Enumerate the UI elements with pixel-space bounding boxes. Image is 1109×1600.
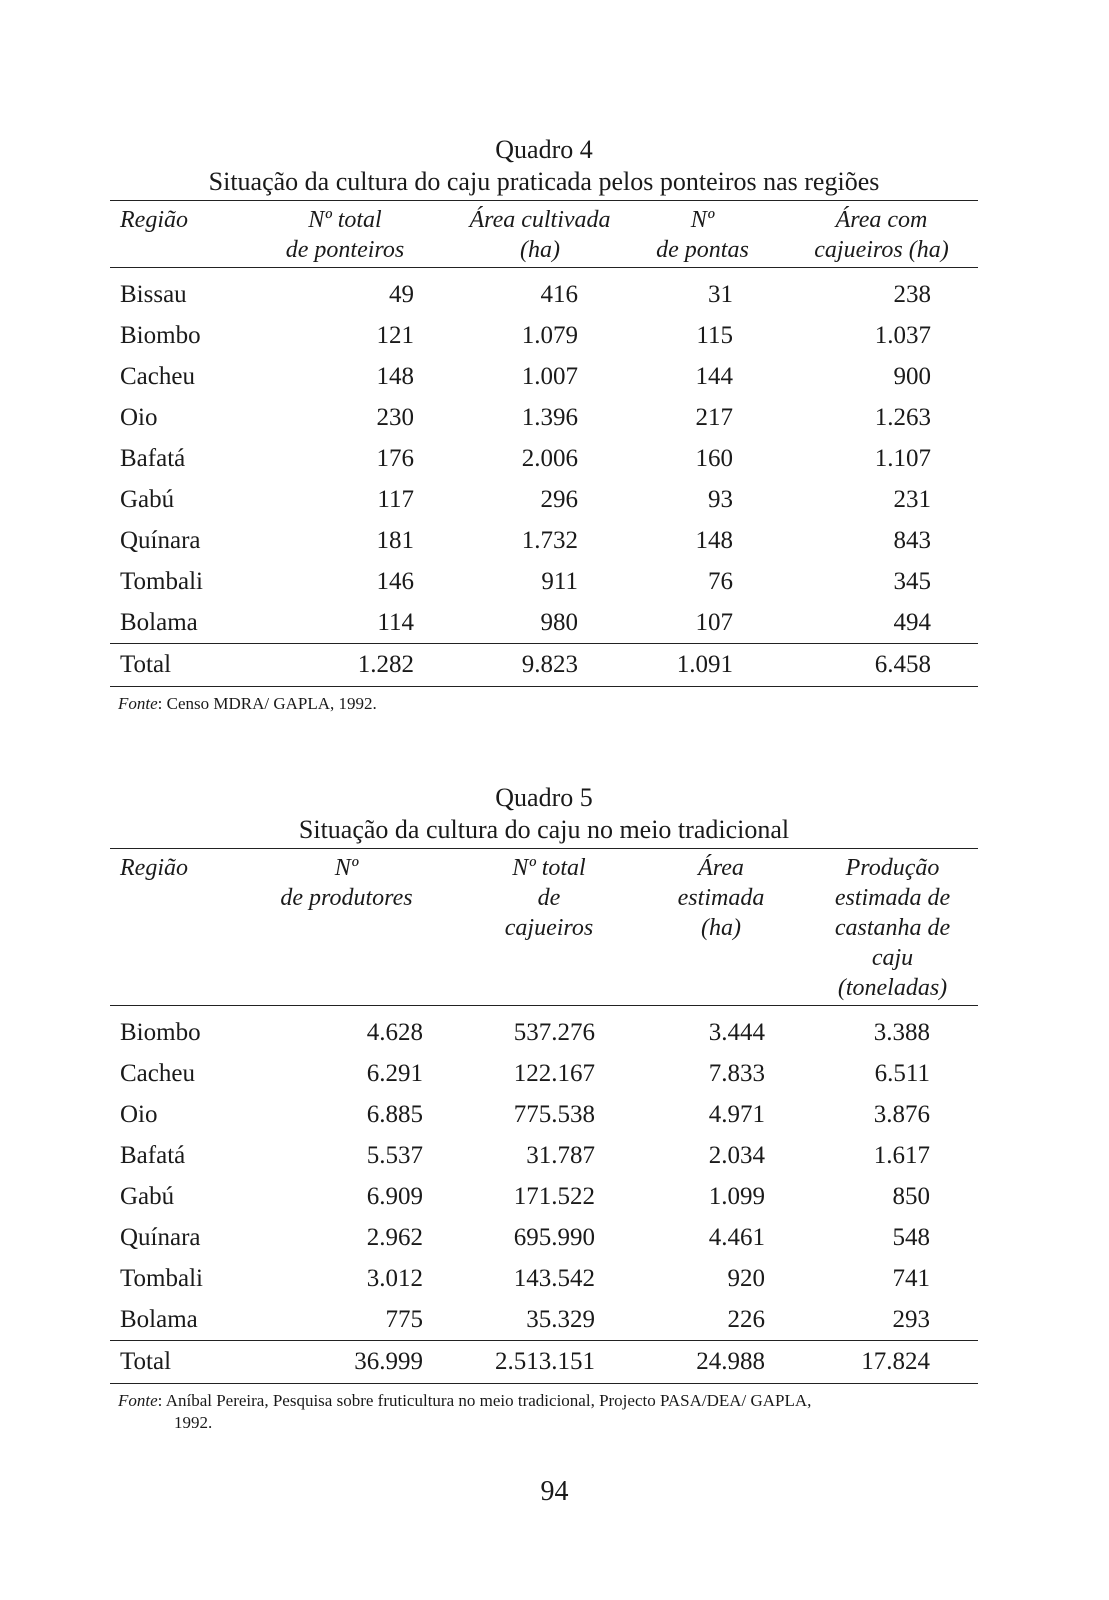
table-row	[110, 561, 978, 602]
value-cell: 6.458	[874, 651, 931, 678]
table-row	[110, 1006, 978, 1054]
region-cell: Biombo	[120, 1019, 201, 1046]
region-cell: Bolama	[120, 609, 198, 636]
column-header	[807, 849, 978, 1006]
value-cell: 548	[892, 1224, 930, 1251]
region-cell: Tombali	[120, 1265, 203, 1292]
region-cell: Total	[120, 651, 172, 678]
column-header-line: caju	[871, 945, 914, 971]
table-row	[110, 356, 978, 397]
column-header	[230, 201, 460, 268]
region-cell: Biombo	[120, 322, 201, 349]
value-cell: 6.909	[366, 1183, 423, 1210]
region-cell: Cacheu	[120, 363, 195, 390]
value-cell: 1.107	[874, 445, 931, 472]
value-cell: 226	[727, 1306, 765, 1333]
value-cell: 31.787	[526, 1142, 595, 1169]
table-subtitle: Situação da cultura do caju no meio tradicional	[298, 815, 790, 844]
value-cell: 3.388	[873, 1019, 930, 1046]
region-cell: Bissau	[120, 281, 187, 308]
column-header-line: Nº total	[308, 207, 382, 233]
quadro-4	[110, 134, 978, 715]
column-header-line: (ha)	[701, 915, 741, 941]
value-cell: 1.091	[676, 651, 733, 678]
value-cell: 2.513.151	[495, 1348, 595, 1375]
value-cell: 1.007	[521, 363, 578, 390]
data-table	[110, 200, 978, 687]
value-cell: 230	[376, 404, 414, 431]
value-cell: 1.263	[874, 404, 931, 431]
value-cell: 296	[540, 486, 578, 513]
table-row	[110, 520, 978, 561]
value-cell: 144	[695, 363, 733, 390]
value-cell: 160	[695, 445, 733, 472]
value-cell: 217	[695, 404, 733, 431]
column-header-line: Área	[698, 855, 744, 881]
value-cell: 2.034	[708, 1142, 765, 1169]
value-cell: 114	[377, 609, 414, 636]
table-row	[110, 1135, 978, 1176]
table-source	[110, 693, 978, 715]
value-cell: 35.329	[526, 1306, 595, 1333]
quadro-5	[110, 782, 978, 1434]
column-header-line: Região	[120, 855, 188, 881]
region-cell: Gabú	[120, 1183, 175, 1210]
column-header-line: castanha de	[834, 915, 951, 941]
value-cell: 31	[708, 281, 733, 308]
column-header-line: cajueiros (ha)	[814, 237, 949, 263]
value-cell: 148	[376, 363, 414, 390]
table-row	[110, 1258, 978, 1299]
column-header-line: Produção	[845, 855, 940, 881]
value-cell: 920	[727, 1265, 765, 1292]
value-cell: 1.617	[873, 1142, 930, 1169]
table-row	[110, 1053, 978, 1094]
value-cell: 4.628	[366, 1019, 423, 1046]
value-cell: 76	[708, 568, 733, 595]
source-label: Fonte	[118, 694, 158, 713]
table-row	[110, 602, 978, 644]
table-body	[110, 268, 978, 687]
value-cell: 6.511	[874, 1060, 930, 1087]
column-header	[463, 849, 635, 1006]
column-header-line: (toneladas)	[837, 975, 948, 1001]
value-cell: 980	[540, 609, 578, 636]
value-cell: 850	[892, 1183, 930, 1210]
total-row	[110, 644, 978, 687]
table-row	[110, 479, 978, 520]
column-header-line: Nº	[334, 855, 359, 881]
region-cell: Oio	[120, 404, 158, 431]
column-header	[110, 201, 230, 268]
value-cell: 7.833	[708, 1060, 765, 1087]
total-row	[110, 1341, 978, 1384]
table-row	[110, 315, 978, 356]
page-number: 94	[540, 1476, 569, 1507]
value-cell: 176	[376, 445, 414, 472]
column-header-line: Nº total	[512, 855, 586, 881]
region-cell: Quínara	[120, 527, 201, 554]
table-subtitle: Situação da cultura do caju praticada pelos ponteiros nas regiões	[208, 167, 880, 196]
table-source	[110, 1390, 978, 1434]
value-cell: 1.099	[708, 1183, 765, 1210]
source-text: : Censo MDRA/ GAPLA, 1992.	[157, 694, 377, 713]
value-cell: 93	[708, 486, 733, 513]
value-cell: 2.006	[521, 445, 578, 472]
value-cell: 121	[376, 322, 414, 349]
region-cell: Quínara	[120, 1224, 201, 1251]
column-header-line: de pontas	[656, 237, 749, 263]
table-row	[110, 1094, 978, 1135]
value-cell: 117	[377, 486, 414, 513]
value-cell: 3.876	[873, 1101, 930, 1128]
value-cell: 6.885	[366, 1101, 423, 1128]
value-cell: 3.444	[708, 1019, 765, 1046]
value-cell: 9.823	[521, 651, 578, 678]
table-row	[110, 268, 978, 316]
region-cell: Tombali	[120, 568, 203, 595]
value-cell: 122.167	[513, 1060, 595, 1087]
table-body	[110, 1006, 978, 1384]
column-header-line: de ponteiros	[285, 237, 405, 263]
column-header-line: estimada de	[834, 885, 951, 911]
value-cell: 171.522	[513, 1183, 595, 1210]
region-cell: Bafatá	[120, 1142, 186, 1169]
value-cell: 4.971	[708, 1101, 765, 1128]
value-cell: 6.291	[366, 1060, 423, 1087]
column-header-line: de	[537, 885, 561, 911]
column-header-line: estimada	[677, 885, 765, 911]
column-header	[230, 849, 463, 1006]
source-continuation: 1992.	[174, 1413, 213, 1432]
value-cell: 181	[376, 527, 414, 554]
value-cell: 293	[892, 1306, 930, 1333]
data-table	[110, 848, 978, 1384]
value-cell: 741	[892, 1265, 930, 1292]
table-row	[110, 1176, 978, 1217]
table-row	[110, 1299, 978, 1341]
source-text: : Aníbal Pereira, Pesquisa sobre fruticultura no meio tradicional, Projecto PASA/DEA/ GAPLA,	[157, 1391, 812, 1410]
column-header-line: de produtores	[280, 885, 413, 911]
table-row	[110, 438, 978, 479]
column-header	[460, 201, 620, 268]
table-header	[110, 201, 978, 268]
value-cell: 695.990	[513, 1224, 595, 1251]
value-cell: 238	[893, 281, 931, 308]
column-header-line: cajueiros	[504, 915, 594, 941]
column-header-line: Área cultivada	[469, 207, 611, 233]
value-cell: 146	[376, 568, 414, 595]
region-cell: Gabú	[120, 486, 175, 513]
value-cell: 843	[893, 527, 931, 554]
region-cell: Bafatá	[120, 445, 186, 472]
value-cell: 231	[893, 486, 931, 513]
value-cell: 49	[389, 281, 414, 308]
value-cell: 911	[541, 568, 578, 595]
column-header	[620, 201, 785, 268]
value-cell: 148	[695, 527, 733, 554]
column-header	[110, 849, 230, 1006]
value-cell: 3.012	[366, 1265, 423, 1292]
value-cell: 494	[893, 609, 931, 636]
column-header-line: (ha)	[520, 237, 560, 263]
region-cell: Bolama	[120, 1306, 198, 1333]
value-cell: 1.282	[357, 651, 414, 678]
table-header	[110, 849, 978, 1006]
table-title: Quadro 5	[495, 783, 593, 812]
column-header	[785, 201, 978, 268]
value-cell: 900	[893, 363, 931, 390]
value-cell: 143.542	[513, 1265, 595, 1292]
table-title: Quadro 4	[495, 135, 593, 164]
column-header	[635, 849, 807, 1006]
region-cell: Total	[120, 1348, 172, 1375]
value-cell: 775	[385, 1306, 423, 1333]
value-cell: 537.276	[513, 1019, 595, 1046]
value-cell: 36.999	[354, 1348, 423, 1375]
column-header-line: Região	[120, 207, 188, 233]
value-cell: 775.538	[513, 1101, 595, 1128]
value-cell: 1.396	[521, 404, 578, 431]
value-cell: 24.988	[696, 1348, 765, 1375]
value-cell: 17.824	[861, 1348, 930, 1375]
value-cell: 5.537	[366, 1142, 423, 1169]
value-cell: 416	[540, 281, 578, 308]
value-cell: 1.732	[521, 527, 578, 554]
value-cell: 107	[695, 609, 733, 636]
value-cell: 1.037	[874, 322, 931, 349]
table-row	[110, 1217, 978, 1258]
value-cell: 1.079	[521, 322, 578, 349]
column-header-line: Área com	[835, 207, 928, 233]
table-row	[110, 397, 978, 438]
region-cell: Cacheu	[120, 1060, 195, 1087]
value-cell: 115	[696, 322, 733, 349]
column-header-line: Nº	[690, 207, 715, 233]
value-cell: 2.962	[366, 1224, 423, 1251]
value-cell: 4.461	[708, 1224, 765, 1251]
region-cell: Oio	[120, 1101, 158, 1128]
source-label: Fonte	[118, 1391, 158, 1410]
value-cell: 345	[893, 568, 931, 595]
